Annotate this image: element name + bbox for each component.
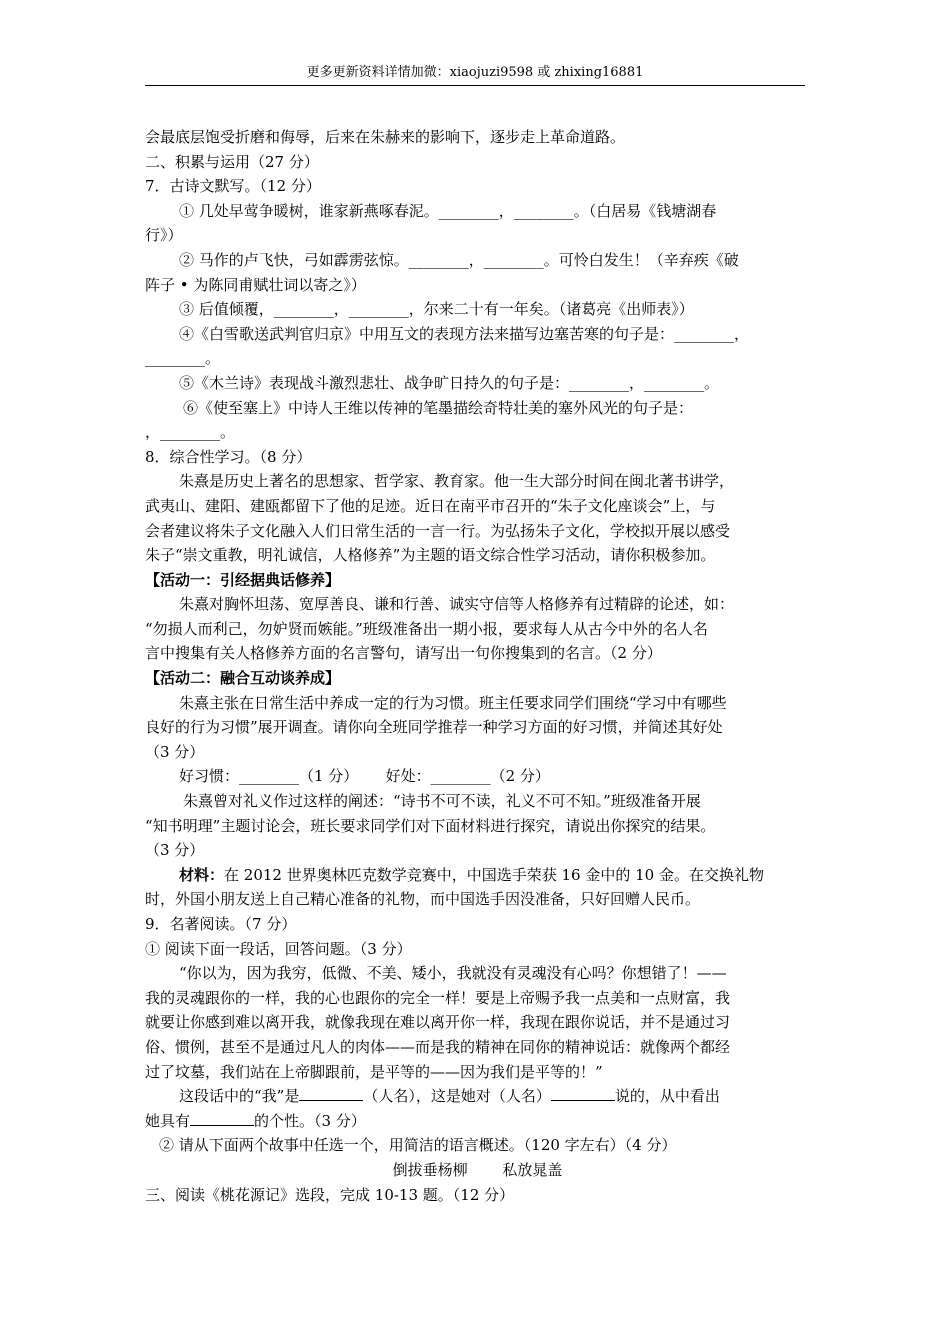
activity-heading: 【活动二：融合互动谈养成】 (145, 669, 341, 688)
quote-line: 我的灵魂跟你的一样，我的心也跟你的完全一样！要是上帝赐予我一点美和一点财富，我 (145, 988, 731, 1007)
paragraph-line: 朱熹曾对礼义作过这样的阐述：“诗书不可不读，礼义不可不知。”班级准备开展 (183, 792, 701, 811)
sub-question: ② 请从下面两个故事中任选一个，用简洁的语言概述。（120 字左右）（4 分） (159, 1136, 677, 1155)
quote-line: 过了坟墓，我们站在上帝脚跟前，是平等的——因为我们是平等的！” (145, 1062, 603, 1081)
question-item: ③ 后值倾覆，________，________，尔来二十有一年矣。（诸葛亮《出师表》） (179, 300, 694, 319)
blank-underline (190, 1111, 254, 1126)
paragraph-line: 会者建议将朱子文化融入人们日常生活的一言一行。为弘扬朱子文化，学校拟开展以感受 (145, 521, 731, 540)
paragraph-line: “知书明理”主题讨论会，班长要求同学们对下面材料进行探究，请说出你探究的结果。 (145, 816, 716, 835)
material-text: 在 2012 世界奥林匹克数学竞赛中，中国选手荣获 16 金中的 10 金。在交换礼物 (224, 865, 764, 884)
paragraph-line: 朱熹是历史上著名的思想家、哲学家、教育家。他一生大部分时间在闽北著书讲学， (179, 472, 735, 491)
paragraph-line: 时，外国小朋友送上自己精心准备的礼物，而中国选手因没准备，只好回赠人民币。 (145, 890, 701, 909)
question-item: ② 马作的卢飞快，弓如霹雳弦惊。________，________。可怜白发生！（辛弃疾《破 (179, 250, 739, 269)
paragraph-line: （3 分） (145, 742, 205, 761)
paragraph-line: 朱熹对胸怀坦荡、宽厚善良、谦和行善、诚实守信等人格修养有过精辟的论述，如： (179, 595, 735, 614)
story-titles: 倒拔垂杨柳 私放晁盖 (392, 1160, 563, 1179)
question-heading: 9．名著阅读。（7 分） (145, 915, 297, 933)
paragraph-line: （3 分） (145, 841, 205, 860)
question-heading: 7．古诗文默写。（12 分） (145, 177, 321, 196)
text-line: ________。 (145, 349, 221, 368)
section-heading: 三、阅读《桃花源记》选段，完成 10-13 题。（12 分） (145, 1185, 515, 1204)
text-line: 会最底层饱受折磨和侮辱，后来在朱赫来的影响下，逐步走上革命道路。 (145, 128, 626, 146)
blank-underline (299, 1086, 363, 1101)
answer-line: 好习惯：________（1 分） 好处：________（2 分） (179, 767, 550, 786)
paragraph-line: 良好的行为习惯”展开调查。请你向全班同学推荐一种学习方面的好习惯，并简述其好处 (145, 718, 723, 737)
question-item: ⑤《木兰诗》表现战斗激烈悲壮、战争旷日持久的句子是：________，________。 (179, 373, 720, 392)
paragraph-line: “勿损人而利己，勿妒贤而嫉能。”班级准备出一期小报，要求每人从古今中外的名人名 (145, 619, 708, 638)
text-segment: 她具有 (145, 1111, 191, 1130)
text-line: 行》） (145, 226, 183, 245)
page-header: 更多更新资料详情加微：xiaojuzi9598 或 zhixing16881 (145, 63, 805, 86)
document-body (145, 125, 810, 1207)
activity-heading: 【活动一：引经据典话修养】 (145, 570, 341, 589)
paragraph-line: 朱子“崇文重教，明礼诚信，人格修养”为主题的语文综合性学习活动，请你积极参加。 (145, 546, 716, 565)
text-line: 阵子 • 为陈同甫赋壮词以寄之》） (145, 275, 366, 294)
text-segment: 这段话中的“我”是 (179, 1087, 300, 1106)
text-segment: 说的，从中看出 (614, 1087, 720, 1106)
paragraph-line: 朱熹主张在日常生活中养成一定的行为习惯。班主任要求同学们围绕“学习中有哪些 (179, 693, 727, 712)
question-item: ① 几处早莺争暖树，谁家新燕啄春泥。________，________。（白居易《钱塘湖春 (179, 201, 717, 220)
text-segment: （人名），这是她对（人名） (363, 1087, 551, 1106)
quote-line: 俗、惯例，甚至不是通过凡人的肉体——而是我的精神在同你的精神说话：就像两个都经 (145, 1037, 731, 1056)
question-item: ⑥《使至塞上》中诗人王维以传神的笔墨描绘奇特壮美的塞外风光的句子是： (183, 398, 694, 417)
section-heading: 二、积累与运用（27 分） (145, 152, 319, 171)
material-label: 材料： (179, 865, 225, 884)
paragraph-line: 言中搜集有关人格修养方面的名言警句，请写出一句你搜集到的名言。（2 分） (145, 644, 662, 663)
question-heading: 8．综合性学习。（8 分） (145, 447, 312, 466)
text-segment: 的个性。（3 分） (254, 1111, 366, 1130)
blank-underline (551, 1086, 615, 1101)
fill-blank-line (145, 1109, 810, 1134)
fill-blank-line (145, 1084, 810, 1109)
text-line: ，________。 (145, 423, 236, 442)
quote-line: 就要让你感到难以离开我，就像我现在难以离开你一样，我现在跟你说话，并不是通过习 (145, 1013, 731, 1032)
sub-question: ① 阅读下面一段话，回答问题。（3 分） (145, 939, 412, 958)
question-item: ④《白雪歌送武判官归京》中用互文的表现方法来描写边塞苦寒的句子是：________， (179, 324, 750, 343)
quote-line: “你以为，因为我穷，低微、不美、矮小，我就没有灵魂没有心吗？你想错了！—— (179, 964, 727, 983)
paragraph-line: 武夷山、建阳、建瓯都留下了他的足迹。近日在南平市召开的“朱子文化座谈会”上，与 (145, 496, 716, 515)
material-line (145, 863, 810, 888)
